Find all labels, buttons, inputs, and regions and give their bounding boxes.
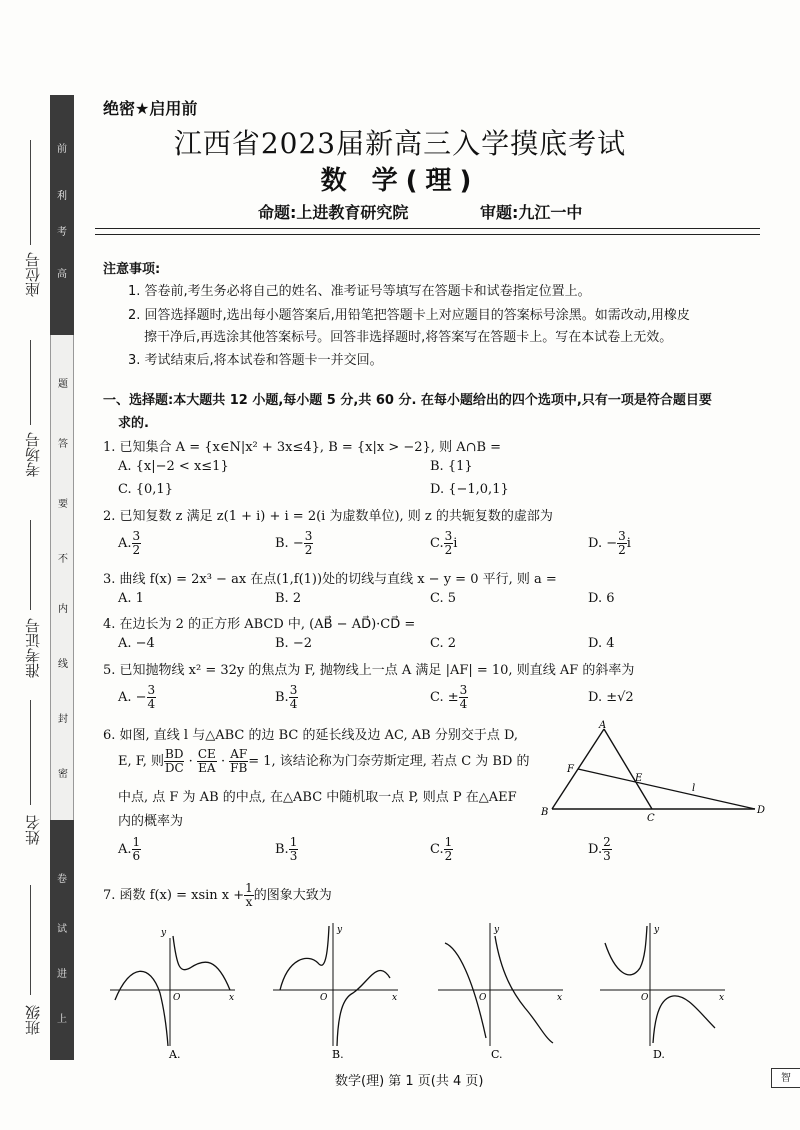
side-ac bbox=[604, 729, 652, 809]
note-item: 擦干净后,再选涂其他答案标号。回答非选择题时,将答案写在答题卡上。写在本试卷上无效。 bbox=[144, 330, 673, 345]
graph-c bbox=[433, 918, 573, 1063]
frac-den: 2 bbox=[618, 543, 626, 557]
x-label: x bbox=[392, 993, 398, 1003]
frac-num: 3 bbox=[618, 529, 626, 543]
graph-a bbox=[105, 918, 245, 1063]
frac-num: 3 bbox=[459, 683, 468, 697]
option-prefix: B. − bbox=[275, 536, 304, 551]
frac-den: 2 bbox=[304, 543, 313, 557]
label-f: F bbox=[567, 764, 574, 775]
q3-stem: 3. 曲线 f(x) = 2x³ − ax 在点(1,f(1))处的切线与直线 x − y = 0 平行, 则 a = bbox=[103, 572, 557, 587]
frac-den: 2 bbox=[444, 849, 453, 863]
band-char: 卷 bbox=[57, 874, 67, 885]
option-prefix: C. ± bbox=[430, 690, 459, 705]
line-l bbox=[578, 769, 755, 809]
frac-num: 1 bbox=[289, 835, 298, 849]
label-b: B bbox=[541, 807, 549, 818]
q2-option-a bbox=[118, 530, 141, 557]
triangle-figure bbox=[535, 718, 770, 823]
q6-option-c bbox=[430, 836, 453, 863]
graph-label: A. bbox=[169, 1048, 181, 1061]
graph-label: D. bbox=[653, 1048, 665, 1061]
frac-num: CE bbox=[197, 747, 216, 761]
q5-stem: 5. 已知抛物线 x² = 32y 的焦点为 F, 抛物线上一点 A 满足 |AF| = 10, 则直线 AF 的斜率为 bbox=[103, 663, 635, 678]
frac-den: 3 bbox=[603, 849, 611, 863]
graph-label: C. bbox=[491, 1048, 503, 1061]
band-char: 前 bbox=[57, 144, 67, 155]
secret-label: 绝密★启用前 bbox=[103, 99, 198, 118]
frac-den: 3 bbox=[289, 849, 298, 863]
q5-option-a bbox=[118, 684, 156, 711]
q1-stem: 1. 已知集合 A = {x∈N|x² + 3x≤4}, B = {x|x > −2}, 则 A∩B = bbox=[103, 440, 502, 455]
y-label: y bbox=[337, 925, 343, 935]
label-c: C bbox=[647, 813, 655, 823]
q7-stem-pre: 7. 函数 f(x) = xsin x + bbox=[103, 888, 245, 903]
frac-den: x bbox=[245, 895, 253, 909]
q3-option-a: A. 1 bbox=[118, 591, 144, 606]
section-heading-cont: 求的. bbox=[118, 416, 149, 431]
band-char: 线 bbox=[58, 659, 68, 670]
option-prefix: A. bbox=[118, 842, 132, 857]
band-char: 利 bbox=[57, 191, 67, 202]
q4-option-d: D. 4 bbox=[588, 636, 615, 651]
q1-option-b: B. {1} bbox=[430, 459, 473, 474]
curve-left bbox=[605, 926, 647, 975]
label-l: l bbox=[692, 783, 696, 794]
q6-line2-pre: E, F, 则 bbox=[118, 754, 165, 769]
q6-option-d bbox=[588, 836, 612, 863]
q2-option-b bbox=[275, 530, 313, 557]
frac-den: FB bbox=[230, 761, 248, 775]
option-prefix: A. − bbox=[118, 690, 147, 705]
exam-room-label: 考场号 bbox=[24, 432, 42, 477]
frac-den: EA bbox=[198, 761, 216, 775]
frac-den: 6 bbox=[132, 849, 141, 863]
band-char: 试 bbox=[57, 924, 67, 935]
curve-left bbox=[115, 971, 168, 1046]
frac-num: AF bbox=[230, 747, 248, 761]
note-item: 2. 回答选择题时,选出每小题答案后,用铅笔把答题卡上对应题目的答案标号涂黑。如需改动,用橡皮 bbox=[128, 308, 690, 323]
frac-den: 2 bbox=[132, 543, 141, 557]
q3-option-c: C. 5 bbox=[430, 591, 457, 606]
bottom-band bbox=[50, 820, 74, 1060]
frac-num: 3 bbox=[289, 683, 298, 697]
class-label: 班级 bbox=[24, 1005, 42, 1035]
curve-right bbox=[653, 996, 715, 1043]
q1-option-d: D. {−1,0,1} bbox=[430, 482, 509, 497]
header-rule-2 bbox=[95, 234, 760, 235]
origin-label: O bbox=[641, 993, 649, 1003]
y-label: y bbox=[161, 928, 167, 938]
origin-label: O bbox=[320, 993, 328, 1003]
frac-den: DC bbox=[164, 761, 184, 775]
q6-line4: 内的概率为 bbox=[118, 814, 184, 829]
band-char: 题 bbox=[58, 379, 68, 390]
admission-number-line bbox=[30, 520, 31, 610]
frac-num: 3 bbox=[304, 529, 313, 543]
frac-num: 3 bbox=[147, 683, 156, 697]
band-char: 要 bbox=[58, 499, 68, 510]
q2-stem: 2. 已知复数 z 满足 z(1 + i) + i = 2(i 为虚数单位), 则 z 的共轭复数的虚部为 bbox=[103, 509, 553, 524]
x-label: x bbox=[229, 993, 235, 1003]
q4-option-b: B. −2 bbox=[275, 636, 312, 651]
frac-num: 1 bbox=[132, 835, 141, 849]
section-heading: 一、选择题:本大题共 12 小题,每小题 5 分,共 60 分. 在每小题给出的四个选项中,只有一项是符合题目要 bbox=[103, 393, 712, 408]
option-prefix: C. bbox=[430, 536, 444, 551]
curve-right bbox=[337, 970, 390, 1046]
graph-b bbox=[268, 918, 408, 1063]
q1-option-c: C. {0,1} bbox=[118, 482, 173, 497]
option-prefix: B. bbox=[275, 842, 289, 857]
q4-option-a: A. −4 bbox=[118, 636, 155, 651]
label-d: D bbox=[757, 805, 766, 816]
q3-option-b: B. 2 bbox=[275, 591, 302, 606]
frac-den: 4 bbox=[147, 697, 156, 711]
q5-option-c bbox=[430, 684, 468, 711]
frac-num: BD bbox=[165, 747, 184, 761]
band-char: 不 bbox=[58, 554, 68, 565]
class-line bbox=[30, 885, 31, 995]
name-line bbox=[30, 700, 31, 805]
frac-num: 1 bbox=[444, 835, 453, 849]
note-item: 3. 考试结束后,将本试卷和答题卡一并交回。 bbox=[128, 353, 383, 368]
q6-line2: E, F, 则 $\frac{BD}{DC}$ · $\frac{CE}{EA}$ · $\frac{AF}{FB}$ = 1, 该结论称为门奈劳斯定理, 若点 C 为 BD 的 bbox=[118, 747, 530, 775]
page-title: 江西省2023届新高三入学摸底考试 bbox=[173, 127, 627, 160]
frac-num: 3 bbox=[132, 529, 141, 543]
reviewer-credit: 审题:九江一中 bbox=[480, 203, 583, 222]
option-prefix: B. bbox=[275, 690, 289, 705]
band-char: 上 bbox=[57, 1014, 67, 1025]
q6-line1: 6. 如图, 直线 l 与△ABC 的边 BC 的延长线及边 AC, AB 分别交于点 D, bbox=[103, 728, 519, 743]
note-item: 1. 答卷前,考生务必将自己的姓名、准考证号等填写在答题卡和试卷指定位置上。 bbox=[128, 284, 591, 299]
band-char: 密 bbox=[58, 769, 68, 780]
band-char: 考 bbox=[57, 227, 67, 238]
q4-option-c: C. 2 bbox=[430, 636, 457, 651]
graph-label: B. bbox=[332, 1048, 344, 1061]
seat-number-label: 座位号 bbox=[24, 252, 42, 297]
frac-den: 4 bbox=[459, 697, 468, 711]
option-prefix: A. bbox=[118, 536, 132, 551]
curve-left bbox=[280, 926, 329, 990]
x-label: x bbox=[557, 993, 563, 1003]
q6-line2-post: = 1, 该结论称为门奈劳斯定理, 若点 C 为 BD 的 bbox=[248, 754, 530, 769]
origin-label: O bbox=[173, 993, 181, 1003]
q5-option-b bbox=[275, 684, 298, 711]
frac-den: 4 bbox=[289, 697, 298, 711]
frac-num: 1 bbox=[245, 881, 253, 895]
frac-num: 2 bbox=[603, 835, 611, 849]
band-char: 内 bbox=[58, 604, 68, 615]
option-suffix: i bbox=[626, 536, 631, 551]
corner-mark: 智 bbox=[771, 1068, 800, 1088]
band-char: 封 bbox=[58, 714, 68, 725]
y-label: y bbox=[654, 925, 660, 935]
admission-number-label: 准考证号 bbox=[24, 618, 42, 678]
author-credit: 命题:上进教育研究院 bbox=[258, 203, 409, 222]
q4-stem: 4. 在边长为 2 的正方形 ABCD 中, (AB⃗ − AD⃗)·CD⃗ = bbox=[103, 617, 416, 632]
name-label: 姓名 bbox=[24, 815, 42, 845]
option-prefix: C. bbox=[430, 842, 444, 857]
header-rule bbox=[95, 228, 760, 229]
notes-heading: 注意事项: bbox=[103, 262, 161, 277]
q6-option-b bbox=[275, 836, 298, 863]
x-label: x bbox=[719, 993, 725, 1003]
q7-stem-post: 的图象大致为 bbox=[253, 888, 332, 903]
band-char: 高 bbox=[57, 269, 67, 280]
option-suffix: i bbox=[453, 536, 458, 551]
option-prefix: D. bbox=[588, 842, 603, 857]
band-char: 进 bbox=[57, 969, 67, 980]
frac-num: 3 bbox=[444, 529, 453, 543]
frac-den: 2 bbox=[444, 543, 453, 557]
q5-option-d: D. ±√2 bbox=[588, 690, 634, 705]
q6-line3: 中点, 点 F 为 AB 的中点, 在△ABC 中随机取一点 P, 则点 P 在△AEF bbox=[118, 790, 517, 805]
curve-right bbox=[173, 936, 230, 990]
origin-label: O bbox=[479, 993, 487, 1003]
middle-band bbox=[50, 335, 74, 820]
page-footer: 数学(理) 第 1 页(共 4 页) bbox=[335, 1074, 484, 1089]
subject-title: 数 学(理) bbox=[320, 166, 480, 196]
q2-option-d bbox=[588, 530, 631, 557]
y-label: y bbox=[494, 925, 500, 935]
label-e: E bbox=[635, 773, 643, 784]
q7-stem bbox=[103, 882, 332, 909]
q3-option-d: D. 6 bbox=[588, 591, 615, 606]
exam-room-line bbox=[30, 340, 31, 425]
q6-option-a bbox=[118, 836, 141, 863]
label-a: A bbox=[599, 720, 607, 731]
graph-d bbox=[595, 918, 735, 1063]
option-prefix: D. − bbox=[588, 536, 618, 551]
q1-option-a: A. {x|−2 < x≤1} bbox=[118, 459, 229, 474]
q2-option-c bbox=[430, 530, 457, 557]
band-char: 答 bbox=[58, 439, 68, 450]
